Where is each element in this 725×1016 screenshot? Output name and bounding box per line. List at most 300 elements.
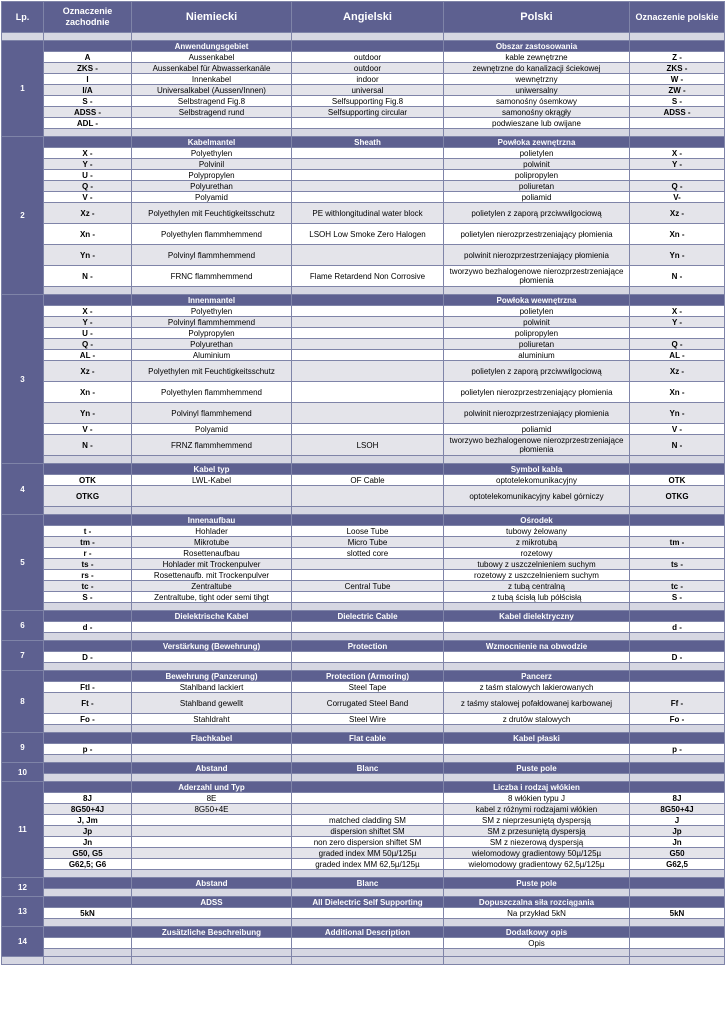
polish-code-cell: Y - [630, 159, 725, 170]
german-cell: Selbstragend Fig.8 [132, 96, 292, 107]
west-code-cell: G62,5; G6 [44, 859, 132, 870]
german-cell: Polvinil [132, 159, 292, 170]
german-cell [132, 859, 292, 870]
polish-code-cell: ADSS - [630, 107, 725, 118]
german-cell [132, 908, 292, 919]
header-row [2, 2, 725, 33]
west-code-cell: N - [44, 435, 132, 456]
row-number: 9 [2, 733, 44, 763]
english-cell [292, 622, 444, 633]
table-row [2, 85, 725, 96]
english-cell [292, 339, 444, 350]
polish-code-cell: AL - [630, 350, 725, 361]
german-cell: Polyurethan [132, 339, 292, 350]
english-cell: Loose Tube [292, 526, 444, 537]
table-row [2, 682, 725, 693]
polish-cell: podwieszane lub owijane [444, 118, 630, 129]
table-row [2, 192, 725, 203]
english-cell [292, 570, 444, 581]
section-header-row [2, 733, 725, 744]
polish-cell: polwinit [444, 159, 630, 170]
header-polish: Polski [444, 2, 630, 33]
west-code-cell: t - [44, 526, 132, 537]
english-cell [292, 559, 444, 570]
section-title-polish: Puste pole [444, 763, 630, 774]
west-code-cell: ADSS - [44, 107, 132, 118]
table-row [2, 804, 725, 815]
table-row [2, 74, 725, 85]
west-code-cell: ZKS - [44, 63, 132, 74]
german-cell [132, 826, 292, 837]
polish-code-cell: Yn - [630, 403, 725, 424]
section-header-row [2, 515, 725, 526]
polish-code-cell: 8J [630, 793, 725, 804]
table-row [2, 714, 725, 725]
english-cell: Steel Wire [292, 714, 444, 725]
blank-row [2, 603, 725, 611]
english-cell [292, 361, 444, 382]
polish-cell: polietylen nierozprzestrzeniający płomienia [444, 224, 630, 245]
cable-designation-table [1, 1, 725, 965]
english-cell: Selfsupporting Fig.8 [292, 96, 444, 107]
section-header-row [2, 295, 725, 306]
section-header-row [2, 782, 725, 793]
polish-code-cell [630, 170, 725, 181]
polish-code-cell: V- [630, 192, 725, 203]
west-code-cell: Xn - [44, 224, 132, 245]
english-cell [292, 306, 444, 317]
table-row [2, 592, 725, 603]
polish-cell: z drutów stalowych [444, 714, 630, 725]
spacer-row [2, 957, 725, 965]
blank-row [2, 949, 725, 957]
west-code-cell: I/A [44, 85, 132, 96]
row-number: 3 [2, 295, 44, 464]
blank-row [2, 663, 725, 671]
polish-code-cell: ts - [630, 559, 725, 570]
english-cell: graded index MM 50µ/125µ [292, 848, 444, 859]
english-cell: Selfsupporting circular [292, 107, 444, 118]
table-row [2, 938, 725, 949]
section-title-english [292, 515, 444, 526]
table-row [2, 403, 725, 424]
west-code-cell: d - [44, 622, 132, 633]
blank-row [2, 507, 725, 515]
polish-code-cell: ZW - [630, 85, 725, 96]
german-cell: Polypropylen [132, 170, 292, 181]
german-cell: Hohlader mit Trockenpulver [132, 559, 292, 570]
german-cell: Polyethylen flammhemmend [132, 382, 292, 403]
german-cell: Polvinyl flammhemmend [132, 317, 292, 328]
table-row [2, 306, 725, 317]
section-title-german: Innenmantel [132, 295, 292, 306]
polish-code-cell: Jp [630, 826, 725, 837]
polish-cell: samonośny okrągły [444, 107, 630, 118]
german-cell: Rosettenaufb. mit Trockenpulver [132, 570, 292, 581]
german-cell: 8E [132, 793, 292, 804]
english-cell: universal [292, 85, 444, 96]
section-header-row [2, 763, 725, 774]
german-cell: Polyamid [132, 192, 292, 203]
section-header-row [2, 641, 725, 652]
english-cell [292, 744, 444, 755]
german-cell: Stahlband lackiert [132, 682, 292, 693]
german-cell [132, 837, 292, 848]
polish-code-cell: Xz - [630, 361, 725, 382]
section-title-english [292, 464, 444, 475]
west-code-cell: rs - [44, 570, 132, 581]
german-cell: Rosettenaufbau [132, 548, 292, 559]
polish-cell: z tubą ścisłą lub półścisłą [444, 592, 630, 603]
polish-code-cell: Xz - [630, 203, 725, 224]
polish-code-cell: G62,5 [630, 859, 725, 870]
polish-cell: poliuretan [444, 339, 630, 350]
polish-cell: kable zewnętrzne [444, 52, 630, 63]
polish-cell: polietylen [444, 148, 630, 159]
german-cell: Stahldraht [132, 714, 292, 725]
blank-row [2, 774, 725, 782]
polish-cell: kabel z różnymi rodzajami włókien [444, 804, 630, 815]
table-row [2, 266, 725, 287]
polish-cell: zewnętrzne do kanalizacji ściekowej [444, 63, 630, 74]
polish-code-cell: Xn - [630, 382, 725, 403]
polish-code-cell: Z - [630, 52, 725, 63]
german-cell: 8G50+4E [132, 804, 292, 815]
row-number: 13 [2, 897, 44, 927]
row-number: 1 [2, 41, 44, 137]
section-title-english [292, 41, 444, 52]
english-cell: OF Cable [292, 475, 444, 486]
row-number: 2 [2, 137, 44, 295]
german-cell: FRNC flammhemmend [132, 266, 292, 287]
west-code-cell: Fo - [44, 714, 132, 725]
polish-cell: poliamid [444, 424, 630, 435]
english-cell [292, 328, 444, 339]
section-title-german: Kabel typ [132, 464, 292, 475]
table-row [2, 435, 725, 456]
table-row [2, 526, 725, 537]
spacer-row [2, 33, 725, 41]
row-number: 4 [2, 464, 44, 515]
polish-cell: Na przykład 5kN [444, 908, 630, 919]
section-header-row [2, 41, 725, 52]
polish-code-cell: D - [630, 652, 725, 663]
german-cell: Polyamid [132, 424, 292, 435]
table-row [2, 170, 725, 181]
english-cell [292, 350, 444, 361]
table-row [2, 537, 725, 548]
polish-code-cell [630, 938, 725, 949]
table-row [2, 908, 725, 919]
west-code-cell: Xn - [44, 382, 132, 403]
german-cell [132, 744, 292, 755]
german-cell: Aussenkabel für Abwasserkanäle [132, 63, 292, 74]
section-header-row [2, 897, 725, 908]
table-row [2, 622, 725, 633]
west-code-cell: Jp [44, 826, 132, 837]
table-row [2, 63, 725, 74]
polish-cell: wielomodowy gradientowy 50µ/125µ [444, 848, 630, 859]
header-english: Angielski [292, 2, 444, 33]
section-header-row [2, 611, 725, 622]
west-code-cell: Q - [44, 181, 132, 192]
german-cell: Polypropylen [132, 328, 292, 339]
english-cell: matched cladding SM [292, 815, 444, 826]
table-row [2, 837, 725, 848]
polish-cell: polipropylen [444, 170, 630, 181]
polish-code-cell: 5kN [630, 908, 725, 919]
polish-code-cell: Q - [630, 181, 725, 192]
english-cell: Micro Tube [292, 537, 444, 548]
section-title-polish: Powłoka wewnętrzna [444, 295, 630, 306]
section-title-english: Protection (Armoring) [292, 671, 444, 682]
west-code-cell: Ftl - [44, 682, 132, 693]
section-title-polish: Ośrodek [444, 515, 630, 526]
english-cell [292, 317, 444, 328]
german-cell: Mikrotube [132, 537, 292, 548]
german-cell: Universalkabel (Aussen/Innen) [132, 85, 292, 96]
german-cell: Stahlband gewellt [132, 693, 292, 714]
polish-code-cell: W - [630, 74, 725, 85]
section-title-german: Abstand [132, 763, 292, 774]
polish-code-cell: Yn - [630, 245, 725, 266]
polish-code-cell: d - [630, 622, 725, 633]
english-cell: PE withlongitudinal water block [292, 203, 444, 224]
section-title-polish: Liczba i rodzaj włókien [444, 782, 630, 793]
polish-cell: SM z przesuniętą dyspersją [444, 826, 630, 837]
english-cell [292, 424, 444, 435]
blank-row [2, 633, 725, 641]
english-cell [292, 118, 444, 129]
polish-code-cell: N - [630, 266, 725, 287]
section-header-row [2, 137, 725, 148]
row-number: 11 [2, 782, 44, 878]
section-title-english: Sheath [292, 137, 444, 148]
polish-cell: polwinit nierozprzestrzeniający płomienia [444, 403, 630, 424]
blank-row [2, 129, 725, 137]
english-cell: indoor [292, 74, 444, 85]
west-code-cell: N - [44, 266, 132, 287]
section-title-german: Kabelmantel [132, 137, 292, 148]
german-cell: Aluminium [132, 350, 292, 361]
polish-code-cell: S - [630, 592, 725, 603]
english-cell [292, 592, 444, 603]
west-code-cell: Ft - [44, 693, 132, 714]
west-code-cell: Q - [44, 339, 132, 350]
table-row [2, 486, 725, 507]
table-row [2, 793, 725, 804]
section-header-row [2, 878, 725, 889]
german-cell [132, 848, 292, 859]
english-cell [292, 804, 444, 815]
polish-cell: SM z niezerową dyspersją [444, 837, 630, 848]
west-code-cell: U - [44, 328, 132, 339]
polish-cell: polwinit nierozprzestrzeniający płomienia [444, 245, 630, 266]
english-cell [292, 938, 444, 949]
section-title-polish: Wzmocnienie na obwodzie [444, 641, 630, 652]
section-title-english: Flat cable [292, 733, 444, 744]
table-row [2, 148, 725, 159]
polish-cell: polietylen nierozprzestrzeniający płomienia [444, 382, 630, 403]
table-row [2, 693, 725, 714]
blank-row [2, 287, 725, 295]
table-row [2, 350, 725, 361]
section-title-english [292, 782, 444, 793]
table-row [2, 339, 725, 350]
polish-code-cell: tm - [630, 537, 725, 548]
section-title-polish: Dodatkowy opis [444, 927, 630, 938]
english-cell: Steel Tape [292, 682, 444, 693]
german-cell: Polvinyl flammhemmend [132, 245, 292, 266]
polish-code-cell [630, 682, 725, 693]
section-title-german: Innenaufbau [132, 515, 292, 526]
polish-code-cell: S - [630, 96, 725, 107]
section-title-german: ADSS [132, 897, 292, 908]
table-row [2, 826, 725, 837]
polish-cell: poliuretan [444, 181, 630, 192]
english-cell: Corrugated Steel Band [292, 693, 444, 714]
west-code-cell: X - [44, 148, 132, 159]
west-code-cell: Xz - [44, 361, 132, 382]
polish-cell: optotelekomunikacyjny [444, 475, 630, 486]
german-cell: Polyethylen [132, 148, 292, 159]
english-cell: LSOH Low Smoke Zero Halogen [292, 224, 444, 245]
section-title-polish: Powłoka zewnętrzna [444, 137, 630, 148]
section-title-english: Dielectric Cable [292, 611, 444, 622]
english-cell [292, 245, 444, 266]
polish-cell [444, 744, 630, 755]
section-title-polish: Kabel dielektryczny [444, 611, 630, 622]
table-row [2, 203, 725, 224]
polish-cell: z taśmy stalowej pofałdowanej karbowanej [444, 693, 630, 714]
polish-cell: rozetowy [444, 548, 630, 559]
section-title-english: Protection [292, 641, 444, 652]
table-row [2, 245, 725, 266]
german-cell: Zentraltube [132, 581, 292, 592]
english-cell [292, 148, 444, 159]
west-code-cell: 8J [44, 793, 132, 804]
west-code-cell: Xz - [44, 203, 132, 224]
west-code-cell: U - [44, 170, 132, 181]
section-title-german: Bewehrung (Panzerung) [132, 671, 292, 682]
german-cell: Innenkabel [132, 74, 292, 85]
polish-code-cell: Ff - [630, 693, 725, 714]
section-title-english [292, 295, 444, 306]
table-row [2, 652, 725, 663]
section-title-polish: Pancerz [444, 671, 630, 682]
german-cell [132, 938, 292, 949]
west-code-cell: tm - [44, 537, 132, 548]
section-title-german: Dielektrische Kabel [132, 611, 292, 622]
section-title-polish: Kabel płaski [444, 733, 630, 744]
table-row [2, 118, 725, 129]
polish-cell: polwinit [444, 317, 630, 328]
table-row [2, 744, 725, 755]
english-cell [292, 486, 444, 507]
section-title-german: Zusätzliche Beschreibung [132, 927, 292, 938]
polish-cell: aluminium [444, 350, 630, 361]
blank-row [2, 889, 725, 897]
section-title-polish: Obszar zastosowania [444, 41, 630, 52]
polish-cell: wielomodowy gradientowy 62,5µ/125µ [444, 859, 630, 870]
polish-code-cell: OTKG [630, 486, 725, 507]
table-row [2, 548, 725, 559]
west-code-cell: I [44, 74, 132, 85]
polish-cell: z taśm stalowych lakierowanych [444, 682, 630, 693]
english-cell: dispersion shiftet SM [292, 826, 444, 837]
polish-code-cell [630, 526, 725, 537]
english-cell [292, 192, 444, 203]
polish-code-cell: Xn - [630, 224, 725, 245]
english-cell [292, 403, 444, 424]
german-cell [132, 118, 292, 129]
polish-code-cell: OTK [630, 475, 725, 486]
table-row [2, 317, 725, 328]
german-cell [132, 652, 292, 663]
table-row [2, 96, 725, 107]
header-german: Niemiecki [132, 2, 292, 33]
polish-code-cell: Y - [630, 317, 725, 328]
polish-cell: tubowy z uszczelnieniem suchym [444, 559, 630, 570]
table-row [2, 581, 725, 592]
polish-cell: samonośny ósemkowy [444, 96, 630, 107]
table-row [2, 181, 725, 192]
polish-code-cell: X - [630, 306, 725, 317]
section-title-german: Aderzahl und Typ [132, 782, 292, 793]
blank-row [2, 870, 725, 878]
section-title-german: Anwendungsgebiet [132, 41, 292, 52]
german-cell [132, 622, 292, 633]
west-code-cell [44, 938, 132, 949]
west-code-cell: J, Jm [44, 815, 132, 826]
polish-cell: z tubą centralną [444, 581, 630, 592]
row-number: 6 [2, 611, 44, 641]
polish-code-cell: Fo - [630, 714, 725, 725]
english-cell: slotted core [292, 548, 444, 559]
row-number: 12 [2, 878, 44, 897]
german-cell: Polyurethan [132, 181, 292, 192]
polish-code-cell: Jn [630, 837, 725, 848]
section-header-row [2, 671, 725, 682]
west-code-cell: 8G50+4J [44, 804, 132, 815]
polish-code-cell [630, 570, 725, 581]
west-code-cell: r - [44, 548, 132, 559]
section-title-english: All Dielectric Self Supporting [292, 897, 444, 908]
section-title-german: Abstand [132, 878, 292, 889]
polish-code-cell: Q - [630, 339, 725, 350]
english-cell [292, 908, 444, 919]
west-code-cell: OTK [44, 475, 132, 486]
section-header-row [2, 464, 725, 475]
polish-code-cell [630, 118, 725, 129]
west-code-cell: AL - [44, 350, 132, 361]
west-code-cell: ADL - [44, 118, 132, 129]
table-row [2, 382, 725, 403]
west-code-cell: Y - [44, 159, 132, 170]
polish-cell: poliamid [444, 192, 630, 203]
table-row [2, 815, 725, 826]
english-cell [292, 382, 444, 403]
polish-code-cell: G50 [630, 848, 725, 859]
polish-cell: tworzywo bezhalogenowe nierozprzestrzeniające płomienia [444, 435, 630, 456]
german-cell: Polyethylen [132, 306, 292, 317]
section-title-english: Blanc [292, 878, 444, 889]
table-row [2, 570, 725, 581]
polish-cell: polietylen [444, 306, 630, 317]
polish-cell: tworzywo bezhalogenowe nierozprzestrzeniające płomienia [444, 266, 630, 287]
polish-code-cell [630, 548, 725, 559]
german-cell: Polyethylen mit Feuchtigkeitsschutz [132, 203, 292, 224]
